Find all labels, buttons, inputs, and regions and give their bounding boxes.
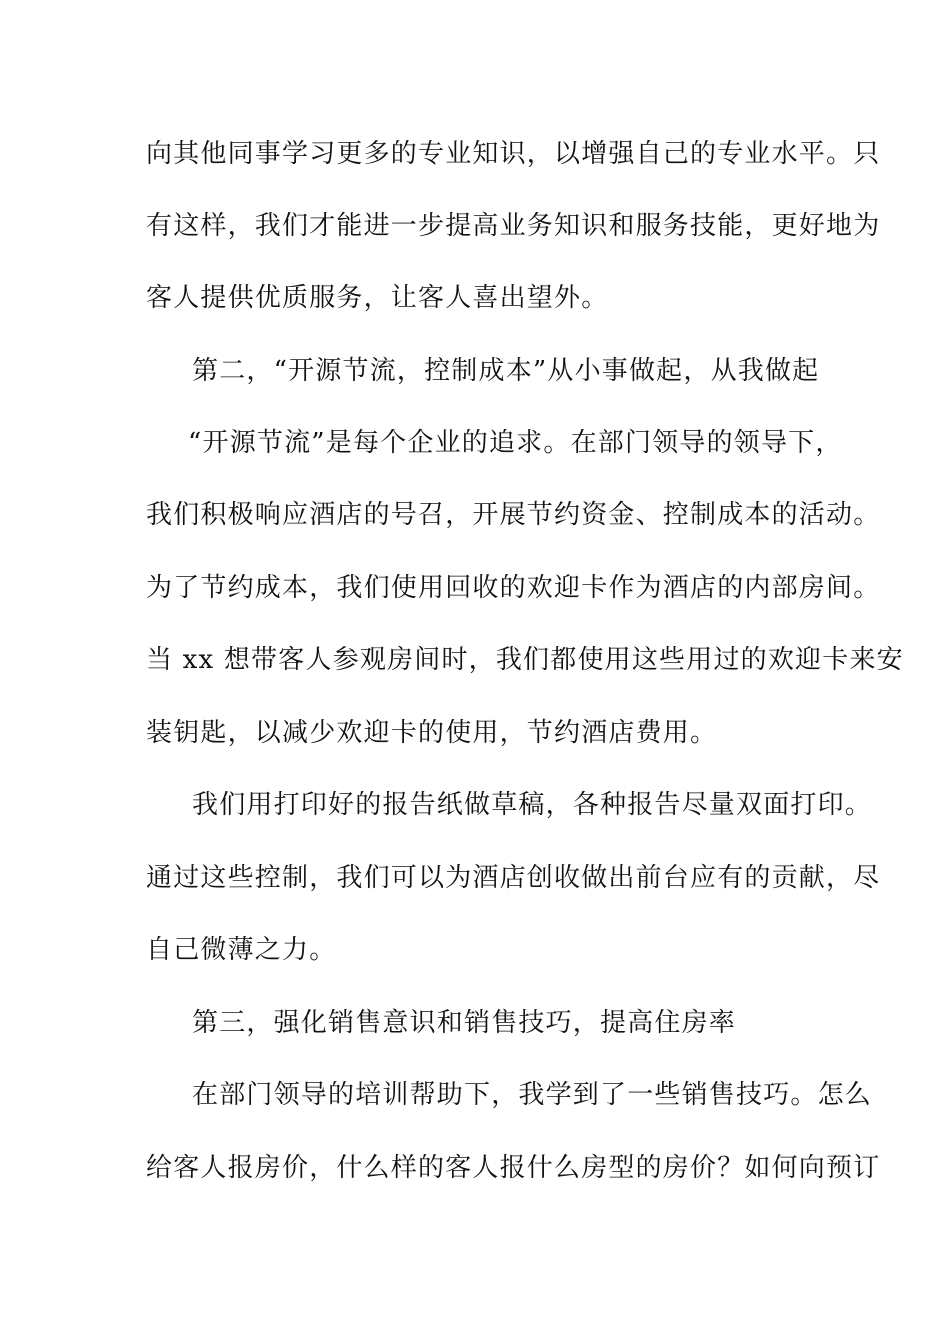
text-line-9: 装钥匙，以减少欢迎卡的使用，节约酒店费用。 (146, 718, 718, 748)
text-line-6: 我们积极响应酒店的号召，开展节约资金、控制成本的活动。 (146, 500, 881, 530)
text-line-15: 给客人报房价，什么样的客人报什么房型的房价？如何向预订 (146, 1153, 881, 1183)
text-line-1: 向其他同事学习更多的专业知识，以增强自己的专业水平。只 (146, 139, 881, 169)
text-line-2: 有这样，我们才能进一步提高业务知识和服务技能，更好地为 (146, 211, 881, 241)
text-line-14: 在部门领导的培训帮助下，我学到了一些销售技巧。怎么 (192, 1080, 873, 1110)
text-line-5: “开源节流”是每个企业的追求。在部门领导的领导下， (188, 428, 843, 458)
text-line-3: 客人提供优质服务，让客人喜出望外。 (146, 283, 609, 313)
text-line-12: 自己微薄之力。 (146, 935, 337, 965)
text-line-7: 为了节约成本，我们使用回收的欢迎卡作为酒店的内部房间。 (146, 573, 881, 603)
section-heading-3: 第三，强化销售意识和销售技巧，提高住房率 (192, 1008, 737, 1038)
section-heading-2: 第二，“开源节流，控制成本”从小事做起，从我做起 (192, 356, 820, 386)
text-line-11: 通过这些控制，我们可以为酒店创收做出前台应有的贡献，尽 (146, 863, 881, 893)
text-line-10: 我们用打印好的报告纸做草稿，各种报告尽量双面打印。 (192, 790, 873, 820)
text-line-8: 当 xx 想带客人参观房间时，我们都使用这些用过的欢迎卡来安 (146, 645, 904, 675)
